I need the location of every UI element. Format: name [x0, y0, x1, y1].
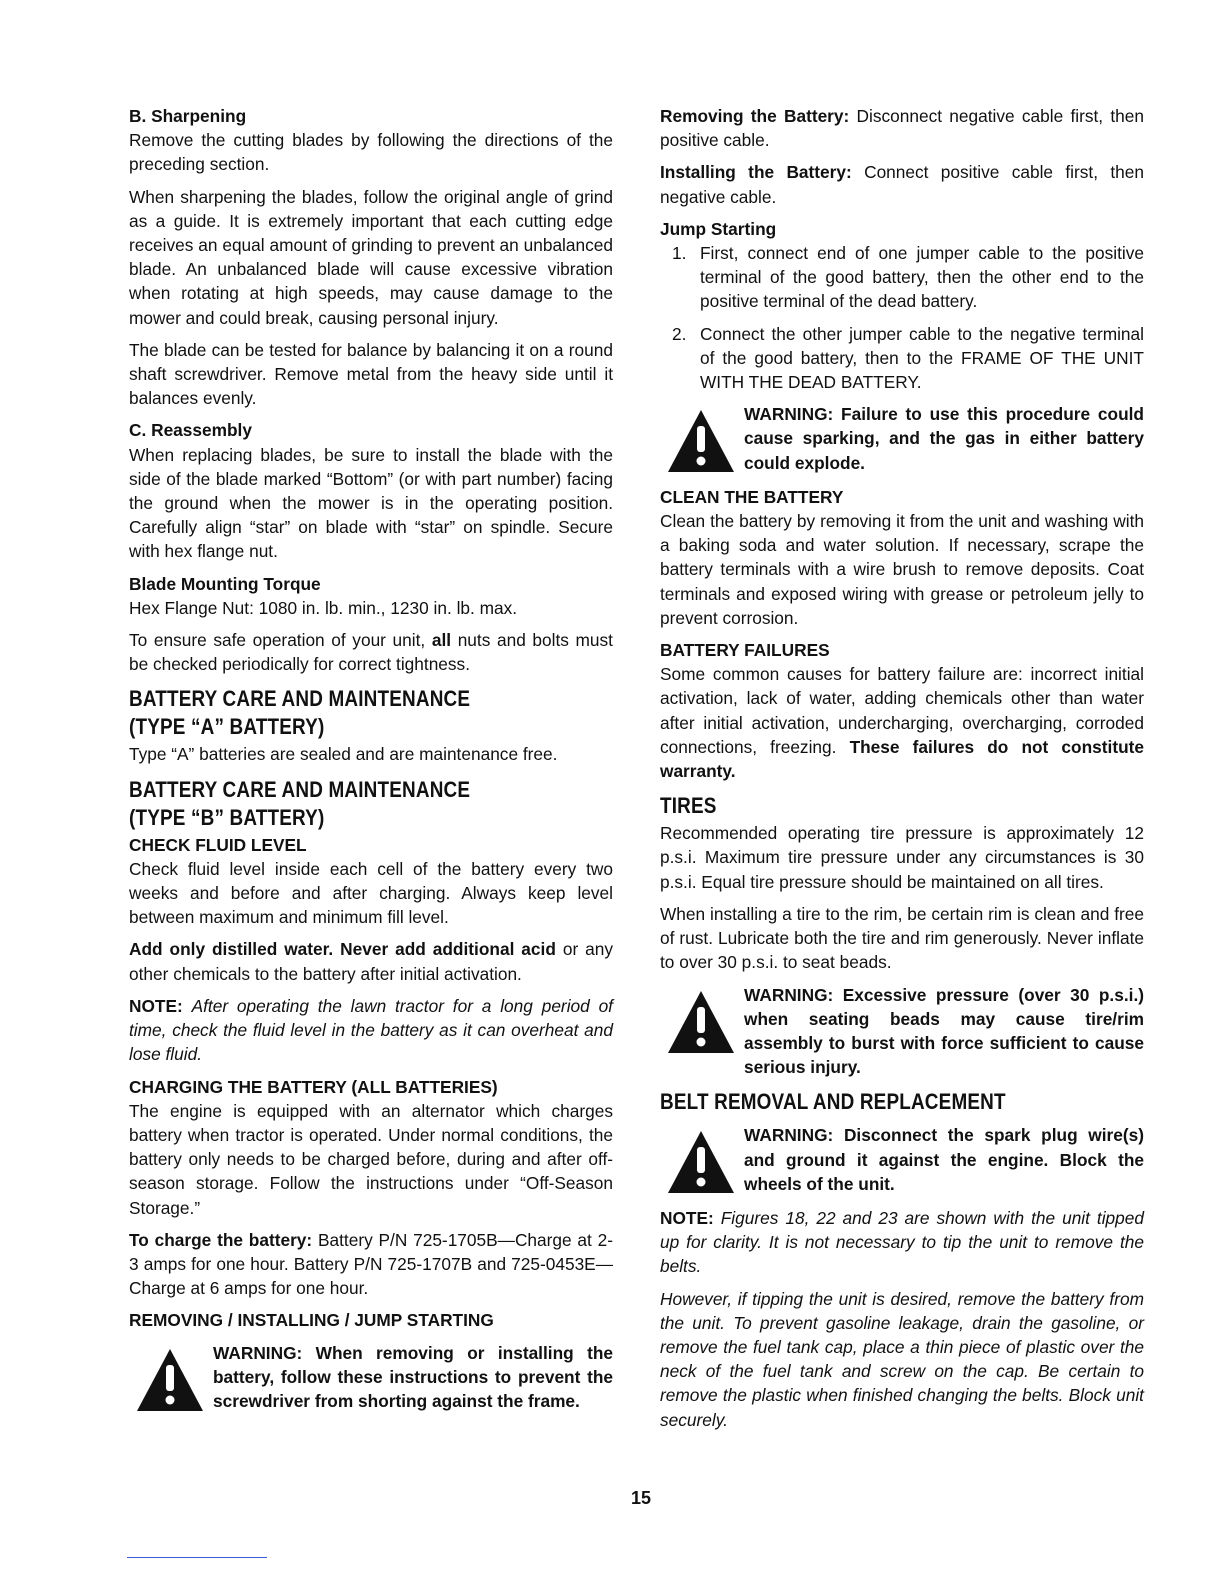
- distilled-water-bold: Add only distilled water. Never add additional acid: [129, 939, 556, 960]
- battery-failures-text: Some common causes for battery failure are: incorrect initial activation, lack of water, adding chemicals other than water after initial activation, undercharging, overcharging, corroded connections, freezing.: [660, 664, 1144, 757]
- left-column: [129, 104, 613, 1423]
- step-number: 2.: [672, 323, 687, 344]
- removing-battery-text: Disconnect negative cable first, then positive cable.: [660, 106, 1144, 151]
- removing-installing-heading: REMOVING / INSTALLING / JUMP STARTING: [129, 1310, 494, 1331]
- belt-warning: [660, 1123, 1144, 1196]
- belt-heading: BELT REMOVAL AND REPLACEMENT: [660, 1089, 1006, 1115]
- page-number: 15: [630, 1488, 652, 1508]
- tires-paragraph-2: When installing a tire to the rim, be certain rim is clean and free of rust. Lubricate both the tire and rim generously. Never inflate to over 30 p.s.i. to seat beads.: [660, 903, 1144, 973]
- battery-failures-paragraph: [660, 662, 1144, 783]
- sharpening-heading: B. Sharpening: [129, 106, 247, 126]
- jump-starting-heading: Jump Starting: [660, 218, 777, 239]
- removing-battery-label: Removing the Battery:: [660, 106, 850, 126]
- torque-note-pre: To ensure safe operation of your unit,: [129, 630, 426, 651]
- belt-note-label: NOTE:: [660, 1207, 714, 1228]
- battery-failures-heading: BATTERY FAILURES: [660, 640, 830, 661]
- step-number: 1.: [672, 243, 687, 264]
- installing-battery-label: Installing the Battery:: [660, 162, 852, 183]
- list-item: [660, 241, 1144, 314]
- charging-heading: CHARGING THE BATTERY (ALL BATTERIES): [129, 1076, 498, 1097]
- belt-warning-text: WARNING: Disconnect the spark plug wire(s) and ground it against the engine. Block the wheels of the unit.: [744, 1125, 1144, 1194]
- jump-warning-text: WARNING: Failure to use this procedure could cause sparking, and the gas in either battery could explode.: [744, 404, 1144, 473]
- step-text: First, connect end of one jumper cable to the positive terminal of the good battery, then the other end to the positive terminal of the dead battery.: [700, 243, 1144, 312]
- tires-warning-text: WARNING: Excessive pressure (over 30 p.s.i.) when seating beads may cause tire/rim assembly to burst with force sufficient to cause serious injury.: [744, 984, 1144, 1078]
- torque-heading: Blade Mounting Torque: [129, 573, 321, 594]
- removing-warning-text: WARNING: When removing or installing the battery, follow these instructions to prevent the screwdriver from shorting against the frame.: [213, 1342, 613, 1411]
- reassembly-heading: C. Reassembly: [129, 420, 252, 441]
- sharpening-paragraph-1: Remove the cutting blades by following the directions of the preceding section.: [129, 130, 613, 175]
- type-b-heading-line-2: (TYPE “B” BATTERY): [129, 804, 325, 830]
- clean-battery-paragraph: Clean the battery by removing it from the unit and washing with a baking soda and water solution. If necessary, scrape the battery terminals with a wire brush to remove deposits. Coat terminals and exposed wiring with grease or petroleum jelly to prevent corrosion.: [660, 511, 1144, 628]
- tires-warning: [660, 983, 1144, 1080]
- charging-paragraph: The engine is equipped with an alternator which charges battery when tractor is operated. Under normal conditions, the battery only needs to be charged before, during and after off-season storage. Follow the instructions under “Off-Season Storage.”: [129, 1100, 613, 1218]
- list-item: [660, 322, 1144, 395]
- step-text: Connect the other jumper cable to the negative terminal of the good battery, then to the FRAME OF THE UNIT WITH THE DEAD BATTERY.: [700, 323, 1144, 393]
- sharpening-paragraph-2: When sharpening the blades, follow the original angle of grind as a guide. It is extremely important that each cutting edge receives an equal amount of grinding to prevent an unbalanced blade. An unbalanced blade will cause excessive vibration when rotating at high speeds, may cause damage to the mower and could break, causing personal injury.: [129, 186, 613, 328]
- type-a-heading-line-1: BATTERY CARE AND MAINTENANCE: [129, 686, 471, 712]
- footer-rule: [127, 1557, 267, 1558]
- sharpening-paragraph-3: The blade can be tested for balance by balancing it on a round shaft screwdriver. Remove metal from the heavy side until it balances evenly.: [129, 339, 613, 409]
- charge-instructions: [129, 1228, 613, 1301]
- warning-triangle-icon: [666, 1129, 736, 1195]
- warning-triangle-icon: [666, 989, 736, 1055]
- jump-starting-steps: [660, 241, 1144, 394]
- torque-note-post: nuts and bolts must be checked periodically for correct tightness.: [129, 630, 613, 675]
- check-fluid-heading: CHECK FLUID LEVEL: [129, 834, 307, 855]
- tires-heading: TIRES: [660, 793, 717, 819]
- installing-battery-text: Connect positive cable first, then negative cable.: [660, 162, 1144, 207]
- check-fluid-paragraph: Check fluid level inside each cell of the battery every two weeks and before and after charging. Always keep level between maximum and minimum fill level.: [129, 858, 613, 928]
- note-label: NOTE:: [129, 995, 183, 1016]
- right-column: [660, 104, 1144, 1440]
- type-a-paragraph: Type “A” batteries are sealed and are maintenance free.: [129, 744, 558, 765]
- charge-label: To charge the battery:: [129, 1229, 313, 1250]
- tires-paragraph-1: Recommended operating tire pressure is approximately 12 p.s.i. Maximum tire pressure under any circumstances is 30 p.s.i. Equal tire pressure should be maintained on all tires.: [660, 823, 1144, 892]
- charge-text: Battery P/N 725-1705B—Charge at 2-3 amps for one hour. Battery P/N 725-1707B and 725-0453E—Charge at 6 amps for one hour.: [129, 1229, 613, 1299]
- type-b-heading-line-1: BATTERY CARE AND MAINTENANCE: [129, 776, 471, 802]
- torque-note: [129, 628, 613, 676]
- fluid-note: [129, 994, 613, 1067]
- removing-warning: [129, 1341, 613, 1414]
- type-a-heading-line-2: (TYPE “A” BATTERY): [129, 714, 325, 740]
- removing-battery-paragraph: [660, 104, 1144, 152]
- jump-warning: [660, 402, 1144, 475]
- belt-note: [660, 1206, 1144, 1279]
- distilled-water-rest: or any other chemicals to the battery after initial activation.: [129, 939, 613, 984]
- belt-paragraph-2: However, if tipping the unit is desired, remove the battery from the unit. To prevent gasoline leakage, drain the gasoline, or remove the fuel tank cap, place a thin piece of plastic over the neck of the fuel tank and screw on the cap. Be certain to remove the plastic when finished changing the belts. Block unit securely.: [660, 1288, 1144, 1430]
- warning-triangle-icon: [666, 408, 736, 474]
- clean-battery-heading: CLEAN THE BATTERY: [660, 486, 844, 507]
- reassembly-paragraph: When replacing blades, be sure to install the blade with the side of the blade marked “Bottom” (or with part number) facing the ground when the mower is in the operating position. Carefully align “star” on blade with “star” on spindle. Secure with hex flange nut.: [129, 444, 613, 562]
- battery-failures-bold: These failures do not constitute warranty.: [660, 736, 1144, 782]
- warning-triangle-icon: [135, 1347, 205, 1413]
- torque-note-bold: all: [431, 630, 452, 651]
- torque-values: Hex Flange Nut: 1080 in. lb. min., 1230 in. lb. max.: [129, 597, 518, 618]
- installing-battery-paragraph: [660, 160, 1144, 208]
- note-text: After operating the lawn tractor for a long period of time, check the fluid level in the battery as it can overheat and lose fluid.: [129, 995, 613, 1065]
- distilled-water-paragraph: [129, 937, 613, 985]
- belt-note-text: Figures 18, 22 and 23 are shown with the unit tipped up for clarity. It is not necessary to tip the unit to remove the belts.: [660, 1207, 1144, 1277]
